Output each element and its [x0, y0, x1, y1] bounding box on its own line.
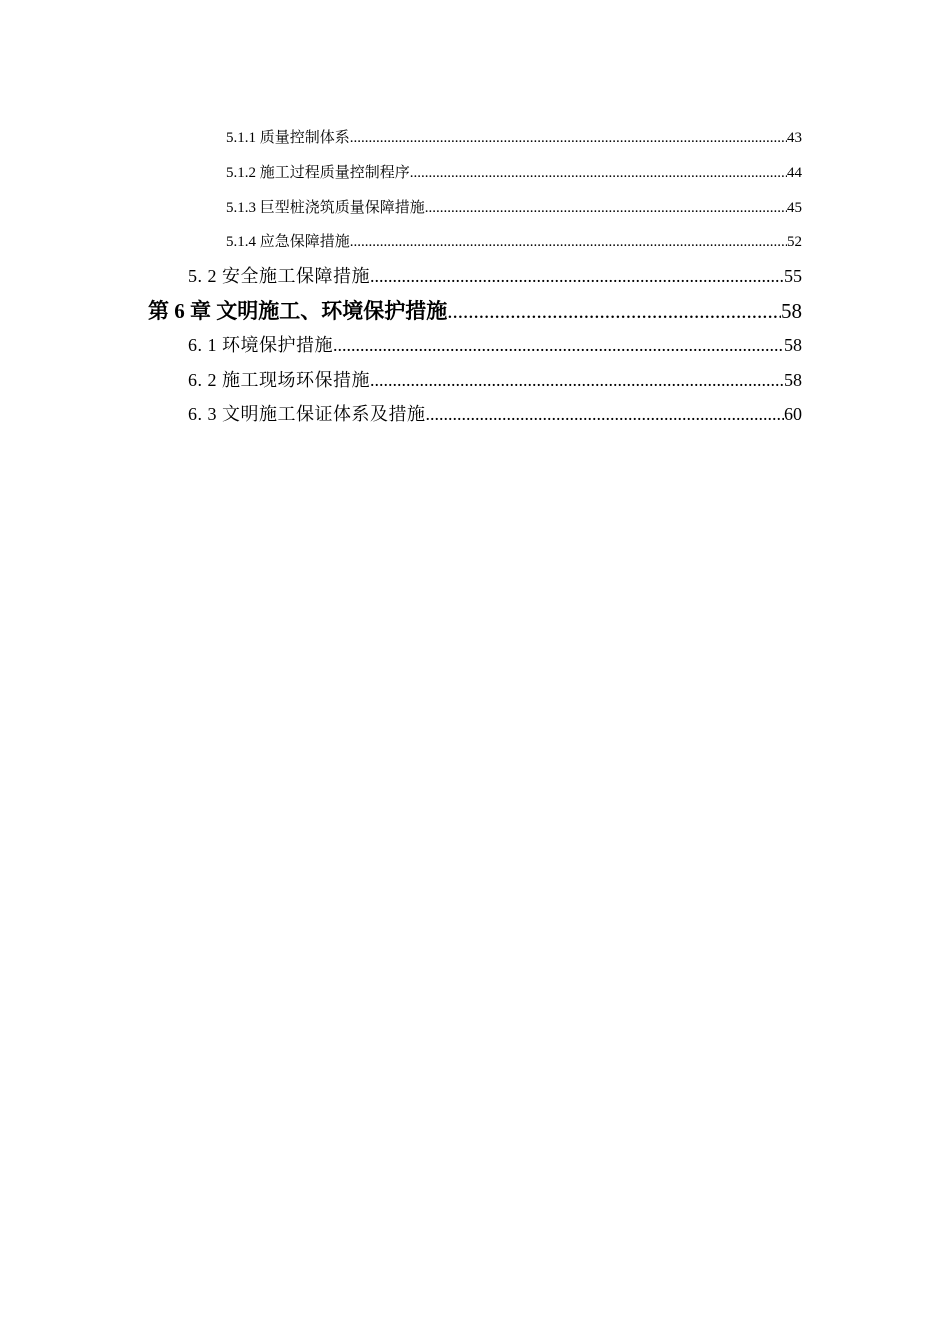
toc-page-number: 55	[784, 266, 802, 286]
toc-entry-6-2[interactable]	[188, 366, 802, 392]
toc-entry-5-2[interactable]	[188, 262, 802, 288]
toc-page-number: 58	[784, 370, 802, 390]
toc-entry-label: 6. 1 环境保护措施	[188, 335, 333, 355]
toc-entry-6-1[interactable]	[188, 331, 802, 357]
toc-entry-label: 5.1.1 质量控制体系	[226, 130, 350, 146]
toc-entry-label: 5.1.3 巨型桩浇筑质量保障措施	[226, 200, 425, 216]
toc-page-number: 60	[784, 404, 802, 424]
toc-dot-leader	[426, 404, 785, 425]
toc-page-number: 58	[784, 335, 802, 355]
toc-entry-6-3[interactable]	[188, 400, 802, 426]
toc-chapter-label: 第 6 章 文明施工、环境保护措施	[148, 299, 448, 323]
toc-dot-leader	[333, 335, 784, 356]
toc-entry-5-1-3[interactable]	[226, 196, 802, 217]
toc-dot-leader	[447, 299, 781, 324]
toc-page-number: 43	[787, 130, 802, 146]
toc-entry-label: 5.1.2 施工过程质量控制程序	[226, 165, 410, 181]
toc-entry-label: 5.1.4 应急保障措施	[226, 234, 350, 250]
toc-dot-leader	[370, 266, 784, 287]
toc-page-number: 52	[787, 234, 802, 250]
toc-dot-leader	[350, 130, 787, 147]
toc-page-number: 58	[781, 299, 802, 323]
toc-dot-leader	[425, 200, 787, 217]
toc-dot-leader	[370, 370, 784, 391]
toc-entry-5-1-1[interactable]	[226, 126, 802, 147]
toc-entry-label: 5. 2 安全施工保障措施	[188, 266, 370, 286]
toc-dot-leader	[350, 234, 787, 251]
toc-page-number: 44	[787, 165, 802, 181]
toc-entry-5-1-4[interactable]	[226, 230, 802, 251]
toc-dot-leader	[410, 165, 787, 182]
toc-entry-chapter-6[interactable]	[148, 295, 802, 325]
toc-entry-label: 6. 2 施工现场环保措施	[188, 370, 370, 390]
toc-entry-label: 6. 3 文明施工保证体系及措施	[188, 404, 426, 424]
toc-entry-5-1-2[interactable]	[226, 161, 802, 182]
toc-page-number: 45	[787, 200, 802, 216]
